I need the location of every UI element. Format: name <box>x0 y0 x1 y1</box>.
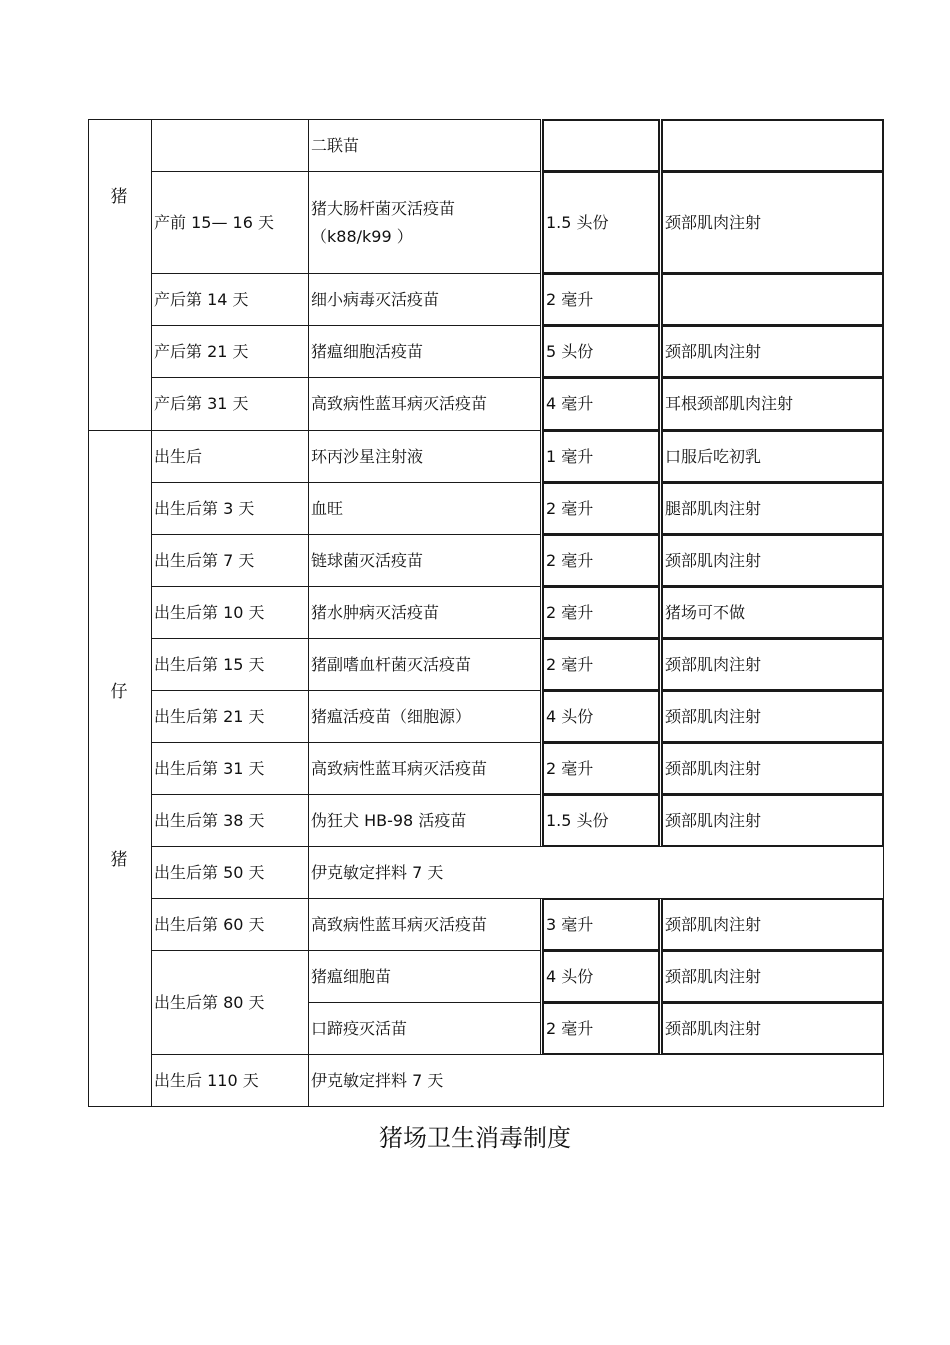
cell-method: 口服后吃初乳 <box>661 430 884 483</box>
cell-dose: 1.5 头份 <box>542 171 660 274</box>
cell-time: 出生后第 15 天 <box>151 638 309 691</box>
cell-vaccine: 高致病性蓝耳病灭活疫苗 <box>308 898 541 951</box>
cell-method: 颈部肌肉注射 <box>661 742 884 795</box>
cell-vaccine: 口蹄疫灭活苗 <box>308 1002 541 1055</box>
cell-method: 颈部肌肉注射 <box>661 794 884 847</box>
cell-vaccine: 环丙沙星注射液 <box>308 430 541 483</box>
cell-method: 颈部肌肉注射 <box>661 898 884 951</box>
cell-time: 产后第 14 天 <box>151 273 309 326</box>
cell-vaccine: 猪瘟细胞苗 <box>308 950 541 1003</box>
cell-time: 出生后第 21 天 <box>151 690 309 743</box>
vaccine-name-line2: （k88/k99 ） <box>311 226 413 246</box>
cell-time: 出生后第 10 天 <box>151 586 309 639</box>
cell-method: 颈部肌肉注射 <box>661 534 884 587</box>
cell-dose: 2 毫升 <box>542 742 660 795</box>
cell-vaccine-merged: 伊克敏定拌料 7 天 <box>308 1054 884 1107</box>
cell-method: 腿部肌肉注射 <box>661 482 884 535</box>
cell-time: 出生后第 50 天 <box>151 846 309 899</box>
cell-vaccine: 高致病性蓝耳病灭活疫苗 <box>308 742 541 795</box>
cell-method <box>661 273 884 326</box>
group-piglet-label-2: 猪 <box>110 850 128 870</box>
cell-dose: 4 头份 <box>542 690 660 743</box>
cell-method: 颈部肌肉注射 <box>661 638 884 691</box>
cell-vaccine: 链球菌灭活疫苗 <box>308 534 541 587</box>
cell-time: 产前 15— 16 天 <box>151 171 309 274</box>
cell-method: 颈部肌肉注射 <box>661 690 884 743</box>
cell-dose: 4 头份 <box>542 950 660 1003</box>
cell-method <box>661 119 884 172</box>
group-piglet <box>88 430 152 1107</box>
group-sow-label: 猪 <box>110 187 128 207</box>
cell-vaccine: 细小病毒灭活疫苗 <box>308 273 541 326</box>
cell-vaccine: 猪瘟细胞活疫苗 <box>308 325 541 378</box>
cell-time-merged: 出生后第 80 天 <box>151 950 309 1055</box>
cell-vaccine: 猪瘟活疫苗（细胞源） <box>308 690 541 743</box>
cell-method: 颈部肌肉注射 <box>661 171 884 274</box>
cell-dose: 2 毫升 <box>542 638 660 691</box>
cell-vaccine <box>308 171 541 274</box>
cell-method: 颈部肌肉注射 <box>661 325 884 378</box>
cell-method: 颈部肌肉注射 <box>661 1002 884 1055</box>
cell-vaccine: 猪副嗜血杆菌灭活疫苗 <box>308 638 541 691</box>
cell-dose: 2 毫升 <box>542 586 660 639</box>
cell-dose: 5 头份 <box>542 325 660 378</box>
cell-time: 出生后第 60 天 <box>151 898 309 951</box>
cell-time <box>151 119 309 172</box>
cell-vaccine-merged: 伊克敏定拌料 7 天 <box>308 846 884 899</box>
cell-time: 产后第 21 天 <box>151 325 309 378</box>
cell-time: 产后第 31 天 <box>151 377 309 431</box>
cell-vaccine: 伪狂犬 HB-98 活疫苗 <box>308 794 541 847</box>
cell-dose: 4 毫升 <box>542 377 660 431</box>
cell-dose <box>542 119 660 172</box>
cell-time: 出生后 <box>151 430 309 483</box>
cell-dose: 2 毫升 <box>542 482 660 535</box>
cell-time: 出生后第 38 天 <box>151 794 309 847</box>
cell-time: 出生后第 3 天 <box>151 482 309 535</box>
cell-dose: 2 毫升 <box>542 1002 660 1055</box>
vaccine-name-line1: 猪大肠杆菌灭活疫苗 <box>311 198 456 218</box>
cell-vaccine: 二联苗 <box>308 119 541 172</box>
cell-vaccine: 血旺 <box>308 482 541 535</box>
cell-vaccine: 高致病性蓝耳病灭活疫苗 <box>308 377 541 431</box>
cell-method: 耳根颈部肌肉注射 <box>661 377 884 431</box>
cell-time: 出生后 110 天 <box>151 1054 309 1107</box>
cell-method: 猪场可不做 <box>661 586 884 639</box>
cell-vaccine: 猪水肿病灭活疫苗 <box>308 586 541 639</box>
vaccination-table <box>88 119 884 1107</box>
section-title: 猪场卫生消毒制度 <box>379 1124 571 1152</box>
cell-dose: 3 毫升 <box>542 898 660 951</box>
group-piglet-label-1: 仔 <box>110 682 128 702</box>
cell-time: 出生后第 31 天 <box>151 742 309 795</box>
group-sow <box>88 119 152 431</box>
cell-dose: 1.5 头份 <box>542 794 660 847</box>
cell-time: 出生后第 7 天 <box>151 534 309 587</box>
cell-dose: 2 毫升 <box>542 273 660 326</box>
cell-dose: 1 毫升 <box>542 430 660 483</box>
cell-dose: 2 毫升 <box>542 534 660 587</box>
cell-method: 颈部肌肉注射 <box>661 950 884 1003</box>
